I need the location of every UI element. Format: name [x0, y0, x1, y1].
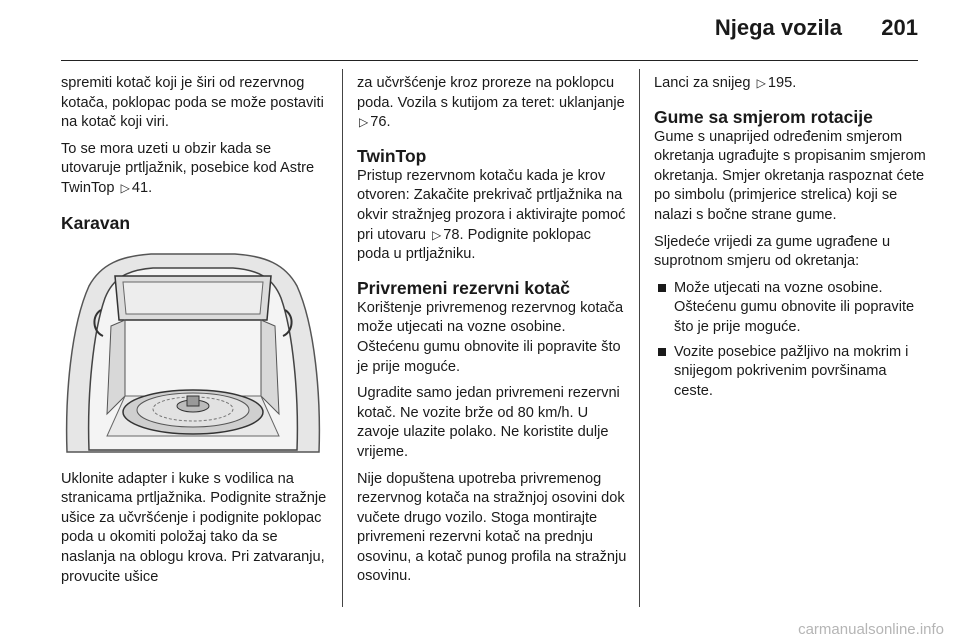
watermark: carmanualsonline.info [798, 621, 944, 638]
paragraph [61, 140, 333, 199]
square-bullet-icon [658, 284, 666, 292]
paragraph [654, 74, 926, 94]
page-header [0, 0, 960, 62]
paragraph: Gume s unaprijed određenim smjerom okretanja ugrađujte s propisanim smjerom okretanja. Smjer okretanja raspoznat ćete po simbolu (primjerice strelica) koji se nalazi s bočne strane gume. [654, 128, 926, 223]
square-bullet-icon [658, 348, 666, 356]
paragraph: spremiti kotač koji je širi od rezervnog kotača, poklopac poda se može postaviti na kotač koji viri. [61, 75, 324, 131]
page-reference[interactable]: 76. [370, 114, 391, 131]
paragraph-text: Pristup rezervnom kotaču kada je krov otvoren: Zakačite prekrivač prtljažnika na okvir stražnjeg prozora i aktivirajte pomoć pri utovaru [357, 167, 626, 243]
page-reference-triangle-icon: ▷ [756, 76, 766, 90]
page-number: 201 [881, 15, 918, 40]
paragraph: Ugradite samo jedan privremeni rezervni kotač. Ne vozite brže od 80 km/h. U zavoje ulazite polako. Ne koristite dulje vrijeme. [357, 385, 620, 460]
trunk-spare-wheel-illustration [61, 246, 325, 456]
column-3 [654, 74, 926, 406]
column-divider-2 [639, 69, 640, 607]
paragraph [357, 167, 627, 265]
page-reference[interactable]: 41. [131, 179, 153, 196]
section-heading-karavan: Karavan [61, 212, 131, 233]
bullet-list [654, 279, 926, 402]
paragraph-text: Podignite poklopac poda u prtljažniku. [357, 226, 591, 263]
paragraph: Uklonite adapter i kuke s vodilica na stranicama prtljažnika. Podignite stražnje ušice za učvršćenje i podignite poklopac poda u okomiti položaj tako da se naslanja na oblogu krova. Pri zatvaranju, provucite ušice [61, 470, 327, 585]
section-heading-directional-tyres: Gume sa smjerom rotacije [654, 106, 873, 127]
column-2 [357, 74, 627, 594]
page-reference-triangle-icon: ▷ [120, 180, 130, 195]
list-item-text: Vozite posebice pažljivo na mokrim i snijegom pokrivenim površinama ceste. [674, 343, 909, 399]
list-item [654, 279, 926, 338]
paragraph [357, 74, 627, 133]
column-divider-1 [342, 69, 343, 607]
paragraph: Sljedeće vrijedi za gume ugrađene u suprotnom smjeru od okretanja: [654, 233, 891, 270]
header-divider [61, 60, 918, 61]
section-heading-twintop: TwinTop [357, 145, 427, 166]
page-reference-triangle-icon: ▷ [359, 115, 369, 130]
page-reference[interactable]: 195. [767, 75, 797, 91]
page-reference[interactable]: 78. [443, 226, 464, 243]
paragraph-text: za učvršćenje kroz proreze na poklopcu poda. Vozila s kutijom za teret: uklanjanje [357, 75, 625, 111]
page-reference-triangle-icon: ▷ [432, 227, 442, 242]
paragraph-text: Lanci za snijeg [654, 75, 751, 91]
list-item-text: Može utjecati na vozne osobine. Oštećenu gumu obnovite ili popravite što je prije moguće. [674, 279, 915, 335]
column-1 [61, 74, 333, 594]
section-heading-temporary-spare: Privremeni rezervni kotač [357, 277, 571, 298]
chapter-title: Njega vozila [714, 15, 842, 40]
paragraph-text: To se mora uzeti u obzir kada se utovaruje prtljažnik, posebice kod Astre TwinTop [61, 140, 315, 196]
list-item [654, 343, 926, 402]
paragraph: Korištenje privremenog rezervnog kotača može utjecati na vozne osobine. Oštećenu gumu obnovite ili popravite što je prije moguće. [357, 299, 624, 375]
paragraph: Nije dopuštena upotreba privremenog rezervnog kotača na stražnjoj osovini dok vučete drugo vozilo. Stoga montirajte privremeni rezervni kotač na prednju osovinu, a kotač punog profila na stražnju osovinu. [357, 470, 627, 585]
